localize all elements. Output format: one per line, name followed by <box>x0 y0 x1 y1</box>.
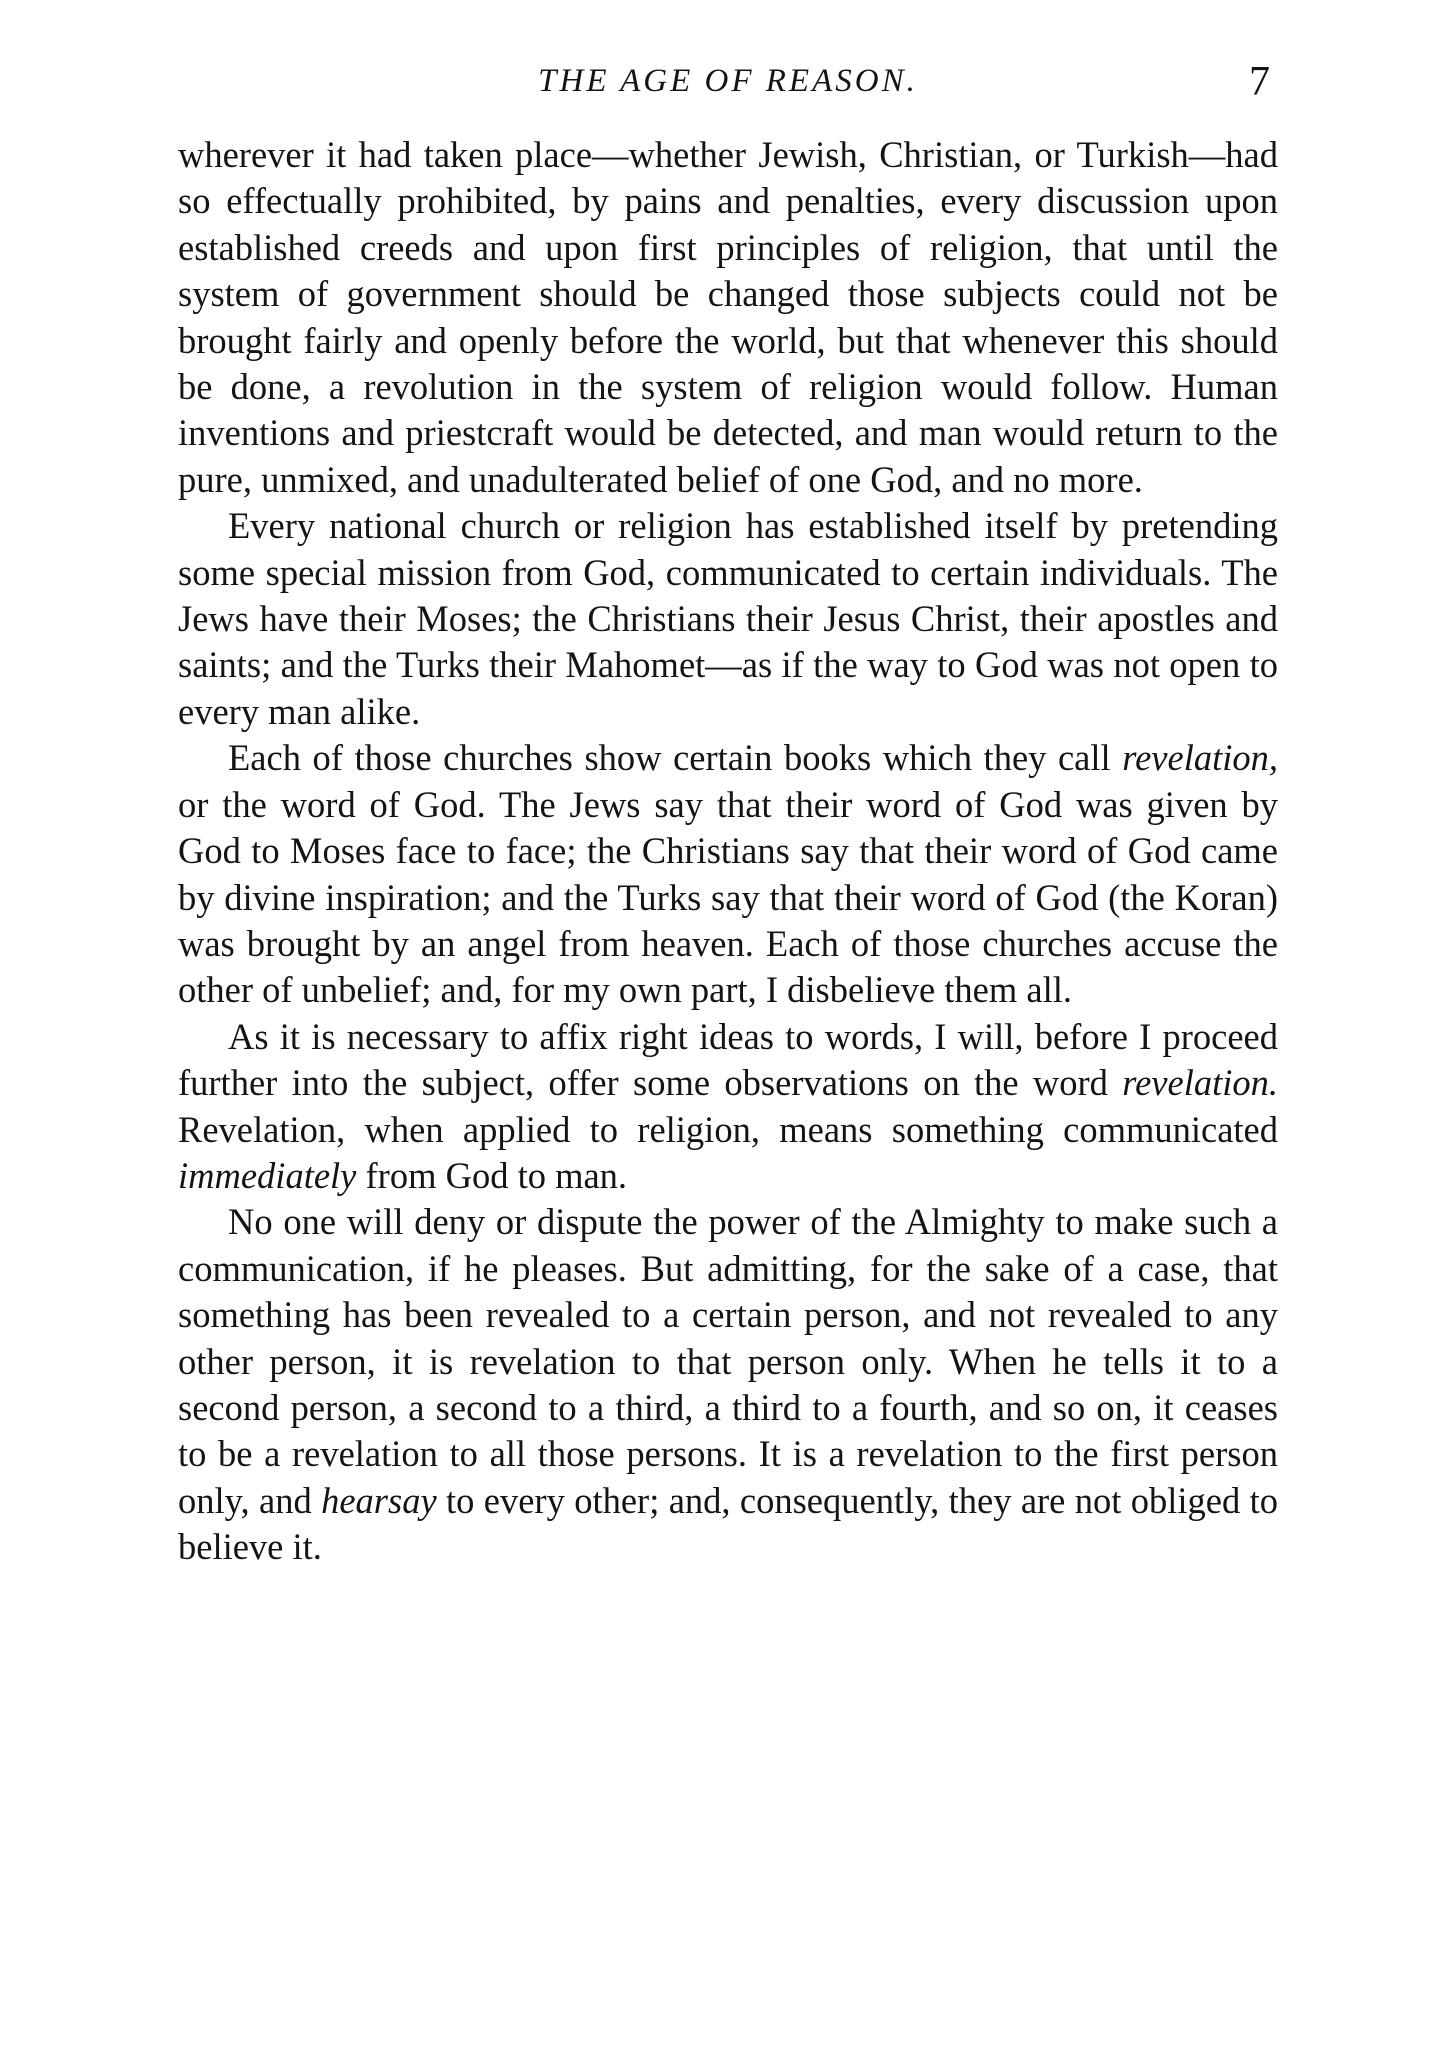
body-text <box>178 132 1278 1571</box>
text-segment: from God to man. <box>356 1154 628 1196</box>
italic-term-hearsay: hearsay <box>321 1479 437 1521</box>
text-segment: to every other; and, consequently, they are not obliged to believe it. <box>178 1479 1278 1568</box>
text-segment: or the word of God. The Jews say that their word of God was given by God to Moses face to face; the Christians say that their word of God came by divine inspiration; and the Turks say that their word of God (the Koran) was brought by an angel from heaven. Each of those churches accuse the other of unbelief; and, for my own part, I disbelieve them all. <box>178 783 1278 1011</box>
paragraph <box>178 1199 1278 1570</box>
running-title: THE AGE OF REASON. <box>538 63 918 99</box>
text-segment: Every national church or religion has established itself by pretending some special mission from God, communicated to certain individuals. The Jews have their Moses; the Christians their Jesus Christ, their apostles and saints; and the Turks their Mahomet—as if the way to God was not open to every man alike. <box>178 505 1278 732</box>
text-segment: wherever it had taken place—whether Jewish, Christian, or Turkish—had so effectually prohibited, by pains and penalties, every discussion upon established creeds and upon first principles of religion, that until the system of government should be changed those subjects could not be brought fairly and openly before the world, but that whenever this should be done, a revolution in the system of religion would follow. Human inventions and priestcraft would be detected, and man would return to the pure, unmixed, and unadulterated belief of one God, and no more. <box>178 134 1278 500</box>
running-head <box>178 56 1278 106</box>
text-segment: No one will deny or dispute the power of the Almighty to make such a communication, if he pleases. But admitting, for the sake of a case, that something has been revealed to a certain person, and not revealed to any other person, it is revelation to that person only. When he tells it to a second person, a second to a third, a third to a fourth, and so on, it ceases to be a revelation to all those persons. It is a revelation to the first person only, and <box>178 1201 1278 1521</box>
paragraph <box>178 132 1278 503</box>
text-segment: Each of those churches show certain books which they call <box>228 737 1123 779</box>
paragraph <box>178 1014 1278 1200</box>
paragraph <box>178 503 1278 735</box>
italic-term-immediately: immediately <box>178 1154 357 1196</box>
text-segment: As it is necessary to affix right ideas to words, I will, before I proceed further into the subject, offer some observations on the word <box>178 1015 1278 1104</box>
italic-term-revelation: revelation. <box>1122 1062 1278 1104</box>
text-segment: Revelation, when applied to religion, means something communicated <box>178 1108 1278 1150</box>
italic-term-revelation: revelation, <box>1122 737 1278 779</box>
page-number: 7 <box>1249 59 1270 105</box>
paragraph <box>178 735 1278 1013</box>
